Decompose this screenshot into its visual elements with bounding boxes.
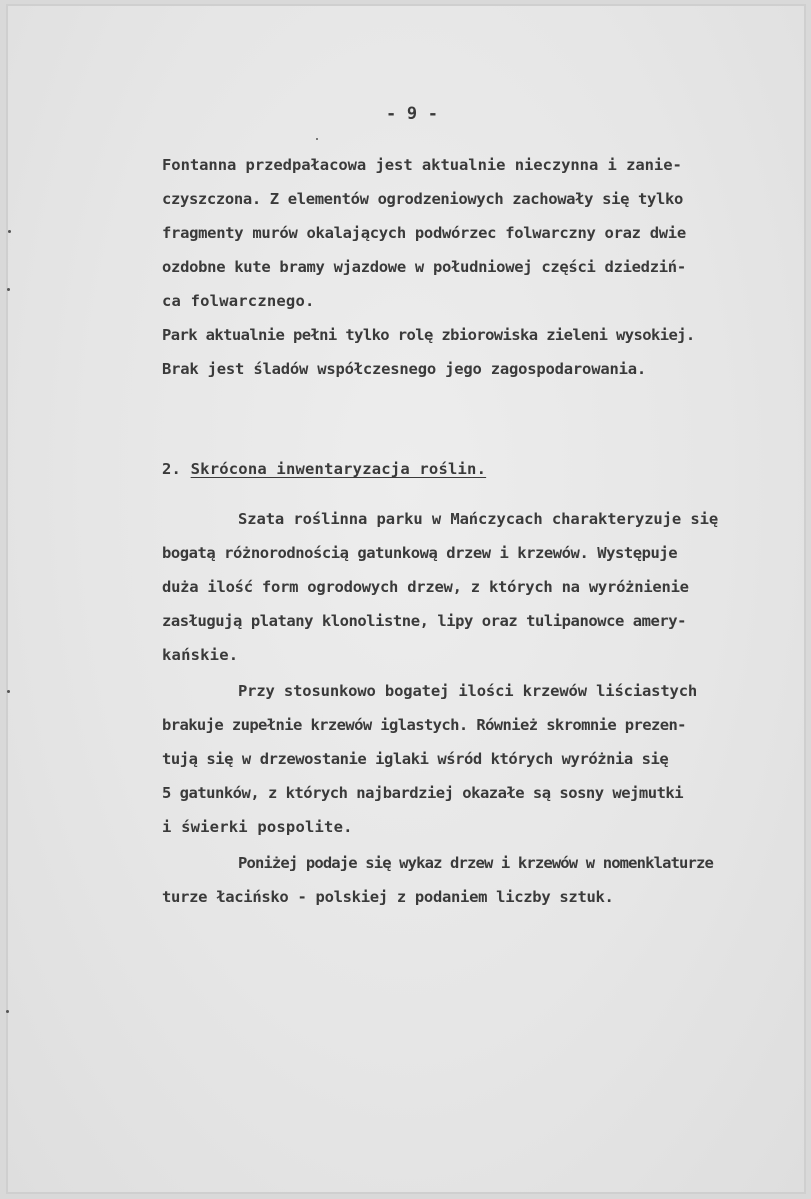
section-heading [162, 460, 486, 478]
para4-line-5: i świerki pospolite. [162, 818, 353, 836]
scan-speck [316, 138, 318, 140]
para4-line-1: Przy stosunkowo bogatej ilości krzewów liściastych [238, 682, 698, 700]
scan-speck [7, 690, 10, 693]
para1-line-5: ca folwarcznego. [162, 292, 315, 310]
scan-speck [6, 1010, 9, 1013]
document-page [6, 4, 806, 1194]
para3-line-1: Szata roślinna parku w Mańczycach charakteryzuje się [238, 510, 719, 528]
para3-line-3: duża ilość form ogrodowych drzew, z których na wyróżnienie [162, 578, 689, 596]
para1-line-1: Fontanna przedpałacowa jest aktualnie nieczynna i zanie- [162, 156, 682, 174]
para1-line-3: fragmenty murów okalających podwórzec folwarczny oraz dwie [162, 224, 686, 242]
para5-line-1: Poniżej podaje się wykaz drzew i krzewów w nomenklaturze [238, 854, 713, 872]
scan-speck [8, 230, 11, 233]
page-number: - 9 - [386, 104, 439, 124]
para5-line-2: turze łacińsko - polskiej z podaniem liczby sztuk. [162, 888, 614, 906]
para3-line-5: kańskie. [162, 646, 239, 664]
scan-speck [7, 288, 10, 291]
para4-line-3: tują się w drzewostanie iglaki wśród których wyróżnia się [162, 750, 669, 768]
para3-line-2: bogatą różnorodnością gatunkową drzew i krzewów. Występuje [162, 544, 678, 562]
para2-line-1: Park aktualnie pełni tylko rolę zbiorowiska zieleni wysokiej. [162, 326, 695, 344]
para4-line-4: 5 gatunków, z których najbardziej okazałe są sosny wejmutki [162, 784, 684, 802]
para1-line-4: ozdobne kute bramy wjazdowe w południowej części dziedziń- [162, 258, 686, 276]
para4-line-2: brakuje zupełnie krzewów iglastych. Również skromnie prezen- [162, 716, 686, 734]
para3-line-4: zasługują platany klonolistne, lipy oraz tulipanowce amery- [162, 612, 687, 630]
section-title: Skrócona inwentaryzacja roślin. [190, 460, 487, 478]
para2-line-2: Brak jest śladów współczesnego jego zagospodarowania. [162, 360, 646, 378]
para1-line-2: czyszczona. Z elementów ogrodzeniowych zachowały się tylko [162, 190, 683, 208]
section-number: 2. [162, 460, 182, 478]
